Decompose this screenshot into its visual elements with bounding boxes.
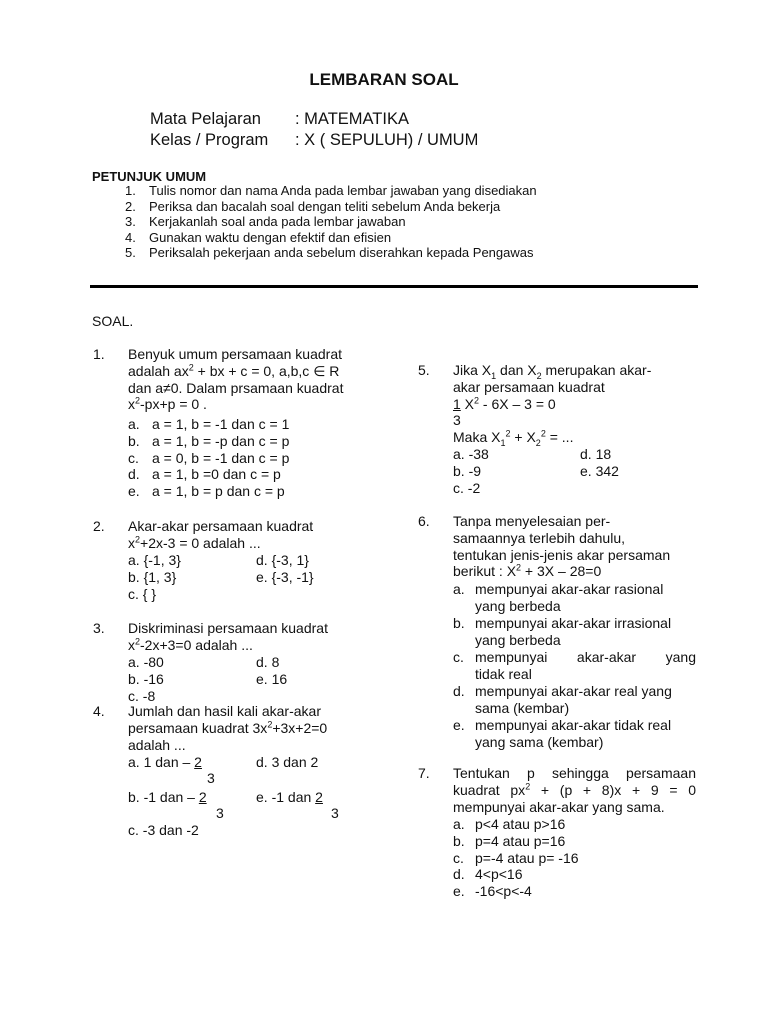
instruction-item: 5. Periksalah pekerjaan anda sebelum diserahkan kepada Pengawas bbox=[125, 245, 534, 260]
option-e: e. mempunyai akar-akar tidak real yang sama (kembar) bbox=[453, 717, 672, 750]
option-d: d. 18 bbox=[580, 446, 612, 462]
option-b: b. mempunyai akar-akar irrasional yang berbeda bbox=[453, 615, 672, 648]
option-a: a. -80 bbox=[128, 654, 164, 670]
option-c: c. -3 dan -2 bbox=[128, 822, 199, 838]
question-text: Benyuk umum persamaan kuadrat adalah $ax^2$ + bx + c = 0, a,b,c ∈ R dan a≠0. Dalam prsamaan kuadrat $x^2-px+p = 0$ . bbox=[128, 346, 344, 413]
option-e: e. 342 bbox=[580, 463, 619, 479]
option-a: a. {-1, 3} bbox=[128, 552, 181, 568]
subject-line bbox=[150, 110, 409, 129]
instruction-item: 1. Tulis nomor dan nama Anda pada lembar jawaban yang disediakan bbox=[125, 183, 537, 198]
horizontal-divider bbox=[90, 285, 698, 288]
option-e: e. -1 dan 2 bbox=[256, 789, 323, 805]
option-a-denominator: 3 bbox=[207, 770, 215, 786]
section-label: SOAL. bbox=[92, 313, 134, 329]
question-number: 2. bbox=[93, 518, 105, 534]
question-text: Jika $X_1$ dan $X_2$ merupakan akar- akar persamaan kuadrat 1 $X^2 - 6X - 3 = 0$ 3 Maka $X_1^2 + X_2^2$ = ... bbox=[453, 362, 652, 448]
option-d: d. 8 bbox=[256, 654, 280, 670]
option-e: e. {-3, -1} bbox=[256, 569, 314, 585]
subject-value: : MATEMATIKA bbox=[295, 110, 409, 128]
instructions-list bbox=[125, 183, 537, 261]
question-text: Tentukan p sehingga persamaan kuadrat $px^2 + (p + 8)x + 9 = 0$ mempunyai akar-akar yang sama. bbox=[453, 765, 696, 815]
option-a: a. 1 dan – 2 bbox=[128, 754, 202, 770]
instructions-title: PETUNJUK UMUM bbox=[92, 169, 207, 184]
option-e-denominator: 3 bbox=[331, 805, 339, 821]
question-number: 3. bbox=[93, 620, 105, 636]
option-b: b. -16 bbox=[128, 671, 164, 687]
option-c: c. mempunyai akar-akar yang tidak real bbox=[453, 649, 696, 682]
question-number: 5. bbox=[418, 362, 430, 378]
question-number: 7. bbox=[418, 765, 430, 781]
class-line bbox=[150, 131, 478, 150]
question-text: Jumlah dan hasil kali akar-akar persamaan kuadrat $3x^2+3x+2=0$ adalah ... bbox=[128, 703, 328, 753]
class-value: : X ( SEPULUH) / UMUM bbox=[295, 131, 479, 149]
option-e: e. 16 bbox=[256, 671, 288, 687]
question-number: 4. bbox=[93, 703, 105, 719]
option-b: b. {1, 3} bbox=[128, 569, 177, 585]
question-text: Akar-akar persamaan kuadrat $x^2+2x-3 = 0$ adalah ... bbox=[128, 518, 314, 551]
option-a: a. mempunyai akar-akar rasional yang berbeda bbox=[453, 581, 664, 614]
page-title: LEMBARAN SOAL bbox=[309, 70, 459, 89]
option-b: b. -9 bbox=[453, 463, 482, 479]
instruction-item: 4. Gunakan waktu dengan efektif dan efisien bbox=[125, 229, 392, 245]
option-b-denominator: 3 bbox=[216, 805, 224, 821]
option-d: d. mempunyai akar-akar real yang sama (kembar) bbox=[453, 683, 672, 716]
question-text: Diskriminasi persamaan kuadrat $x^2-2x+3=0$ adalah ... bbox=[128, 620, 328, 653]
question-number: 1. bbox=[93, 346, 105, 362]
option-b: b. -1 dan – 2 bbox=[128, 789, 207, 805]
option-a: a. -38 bbox=[453, 446, 489, 462]
question-number: 6. bbox=[418, 513, 430, 529]
instruction-item: 2. Periksa dan bacalah soal dengan teliti sebelum Anda bekerja bbox=[125, 198, 501, 214]
subject-label: Mata Pelajaran bbox=[150, 110, 261, 128]
instruction-item: 3. Kerjakanlah soal anda pada lembar jawaban bbox=[125, 214, 406, 229]
option-d: d. {-3, 1} bbox=[256, 552, 309, 568]
option-d: d. 3 dan 2 bbox=[256, 754, 319, 770]
option-c: c. -2 bbox=[453, 480, 481, 496]
answer-options bbox=[453, 581, 696, 751]
question-text: Tanpa menyelesaian per- samaannya terlebih dahulu, tentukan jenis-jenis akar persaman berikut : $X^2 + 3X - 28=0$ bbox=[453, 513, 671, 580]
option-c: c. -8 bbox=[128, 688, 156, 704]
option-c: c. { } bbox=[128, 586, 157, 602]
class-label: Kelas / Program bbox=[150, 131, 269, 149]
